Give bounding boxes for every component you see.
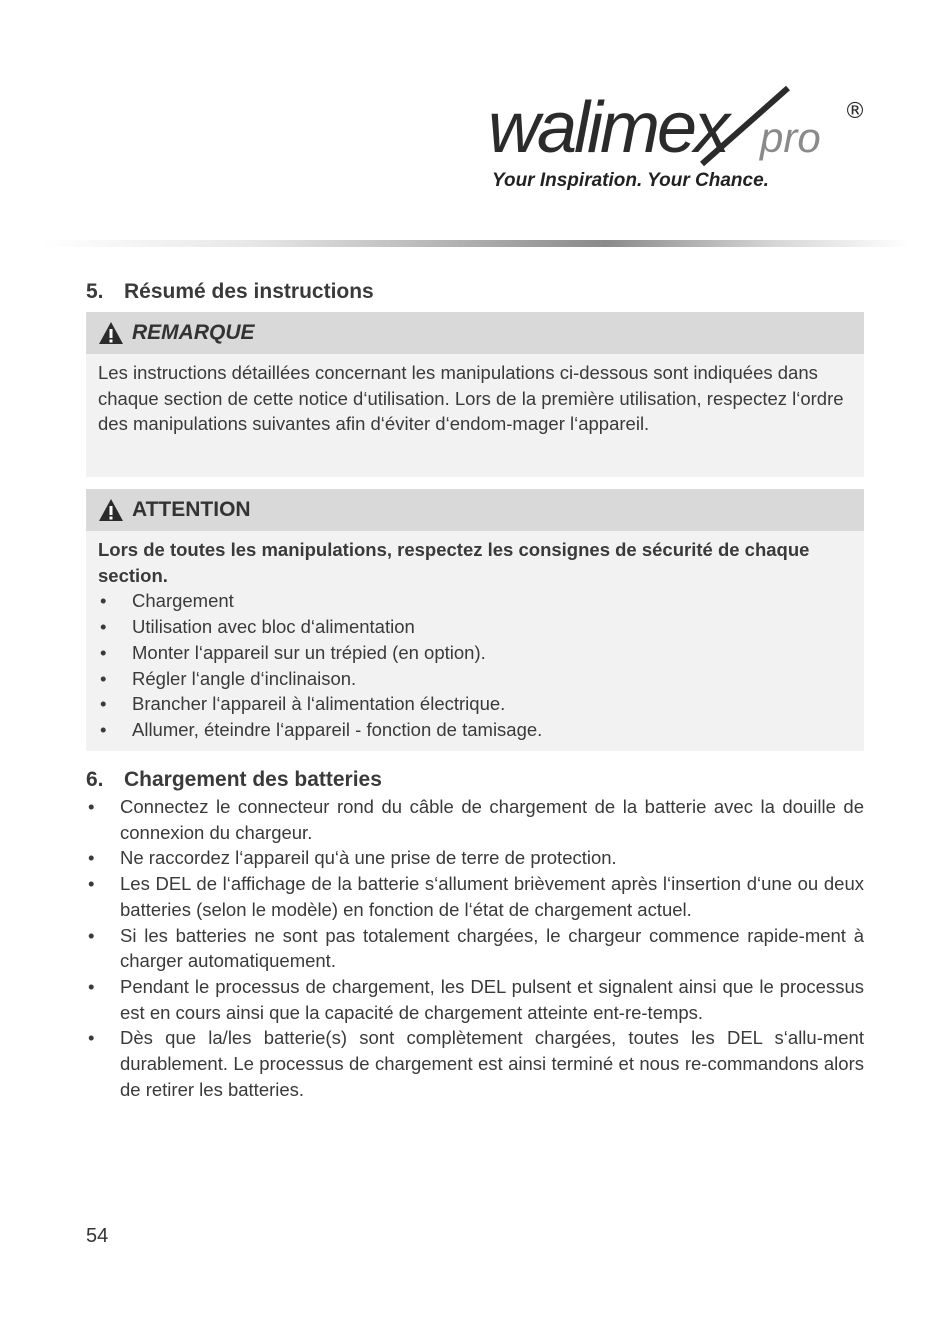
attention-header (86, 489, 864, 531)
remarque-box (86, 312, 864, 477)
list-item: • Chargement (98, 588, 852, 614)
registered-mark: ® (844, 99, 866, 124)
logo-graphic (488, 82, 868, 182)
section-title: Chargement des batteries (124, 768, 382, 791)
attention-list (98, 588, 852, 742)
section-number: 6. (86, 768, 104, 791)
charging-list (86, 794, 864, 1102)
list-item: • Connectez le connecteur rond du câble de chargement de la batterie avec la douille de connexion du chargeur. (86, 794, 864, 845)
warning-icon (98, 321, 124, 345)
list-item: • Les DEL de l‘affichage de la batterie s‘allument brièvement après l‘insertion d‘une ou deux batteries (selon le modèle) en fonction de l‘état de chargement actuel. (86, 871, 864, 922)
attention-title: ATTENTION (132, 498, 251, 521)
list-item: • Si les batteries ne sont pas totalement chargées, le chargeur commence rapide-ment à charger automatiquement. (86, 923, 864, 974)
section-title: Résumé des instructions (124, 280, 374, 303)
attention-intro: Lors de toutes les manipulations, respectez les consignes de sécurité de chaque section. (98, 539, 810, 586)
remarque-text: Les instructions détaillées concernant les manipulations ci-dessous sont indiquées dans chaque section de cette notice d‘utilisation. Lors de la première utilisation, respectez l‘ordre des manipulations suivantes afin d‘éviter d‘endom-mager l‘appareil. (98, 362, 844, 435)
list-item: • Régler l‘angle d‘inclinaison. (98, 666, 852, 692)
list-item: • Dès que la/les batterie(s) sont complètement chargées, toutes les DEL s‘allu-ment durablement. Le processus de chargement est ainsi terminé et nous re-commandons alors de retirer les batteries. (86, 1025, 864, 1102)
logo-pro: pro (760, 114, 821, 161)
remarque-header (86, 312, 864, 354)
section-5-heading (86, 280, 374, 304)
section-6-heading (86, 768, 382, 792)
logo-wordmark: walimex (488, 88, 728, 168)
remarque-title: REMARQUE (132, 321, 255, 344)
warning-icon (98, 498, 124, 522)
header-divider (40, 240, 910, 247)
attention-box (86, 489, 864, 751)
list-item: • Allumer, éteindre l‘appareil - fonction de tamisage. (98, 717, 852, 743)
section-number: 5. (86, 280, 104, 303)
list-item: • Utilisation avec bloc d‘alimentation (98, 614, 852, 640)
list-item: • Brancher l‘appareil à l‘alimentation électrique. (98, 691, 852, 717)
tagline: Your Inspiration. Your Chance. (492, 170, 769, 191)
attention-body (86, 531, 864, 753)
page-number: 54 (86, 1225, 109, 1247)
section-6-body (86, 794, 864, 1102)
list-item: • Ne raccordez l‘appareil qu‘à une prise de terre de protection. (86, 845, 864, 871)
list-item: • Monter l‘appareil sur un trépied (en option). (98, 640, 852, 666)
list-item: • Pendant le processus de chargement, les DEL pulsent et signalent ainsi que le processus est en cours ainsi que la capacité de chargement atteinte ent-re-temps. (86, 974, 864, 1025)
